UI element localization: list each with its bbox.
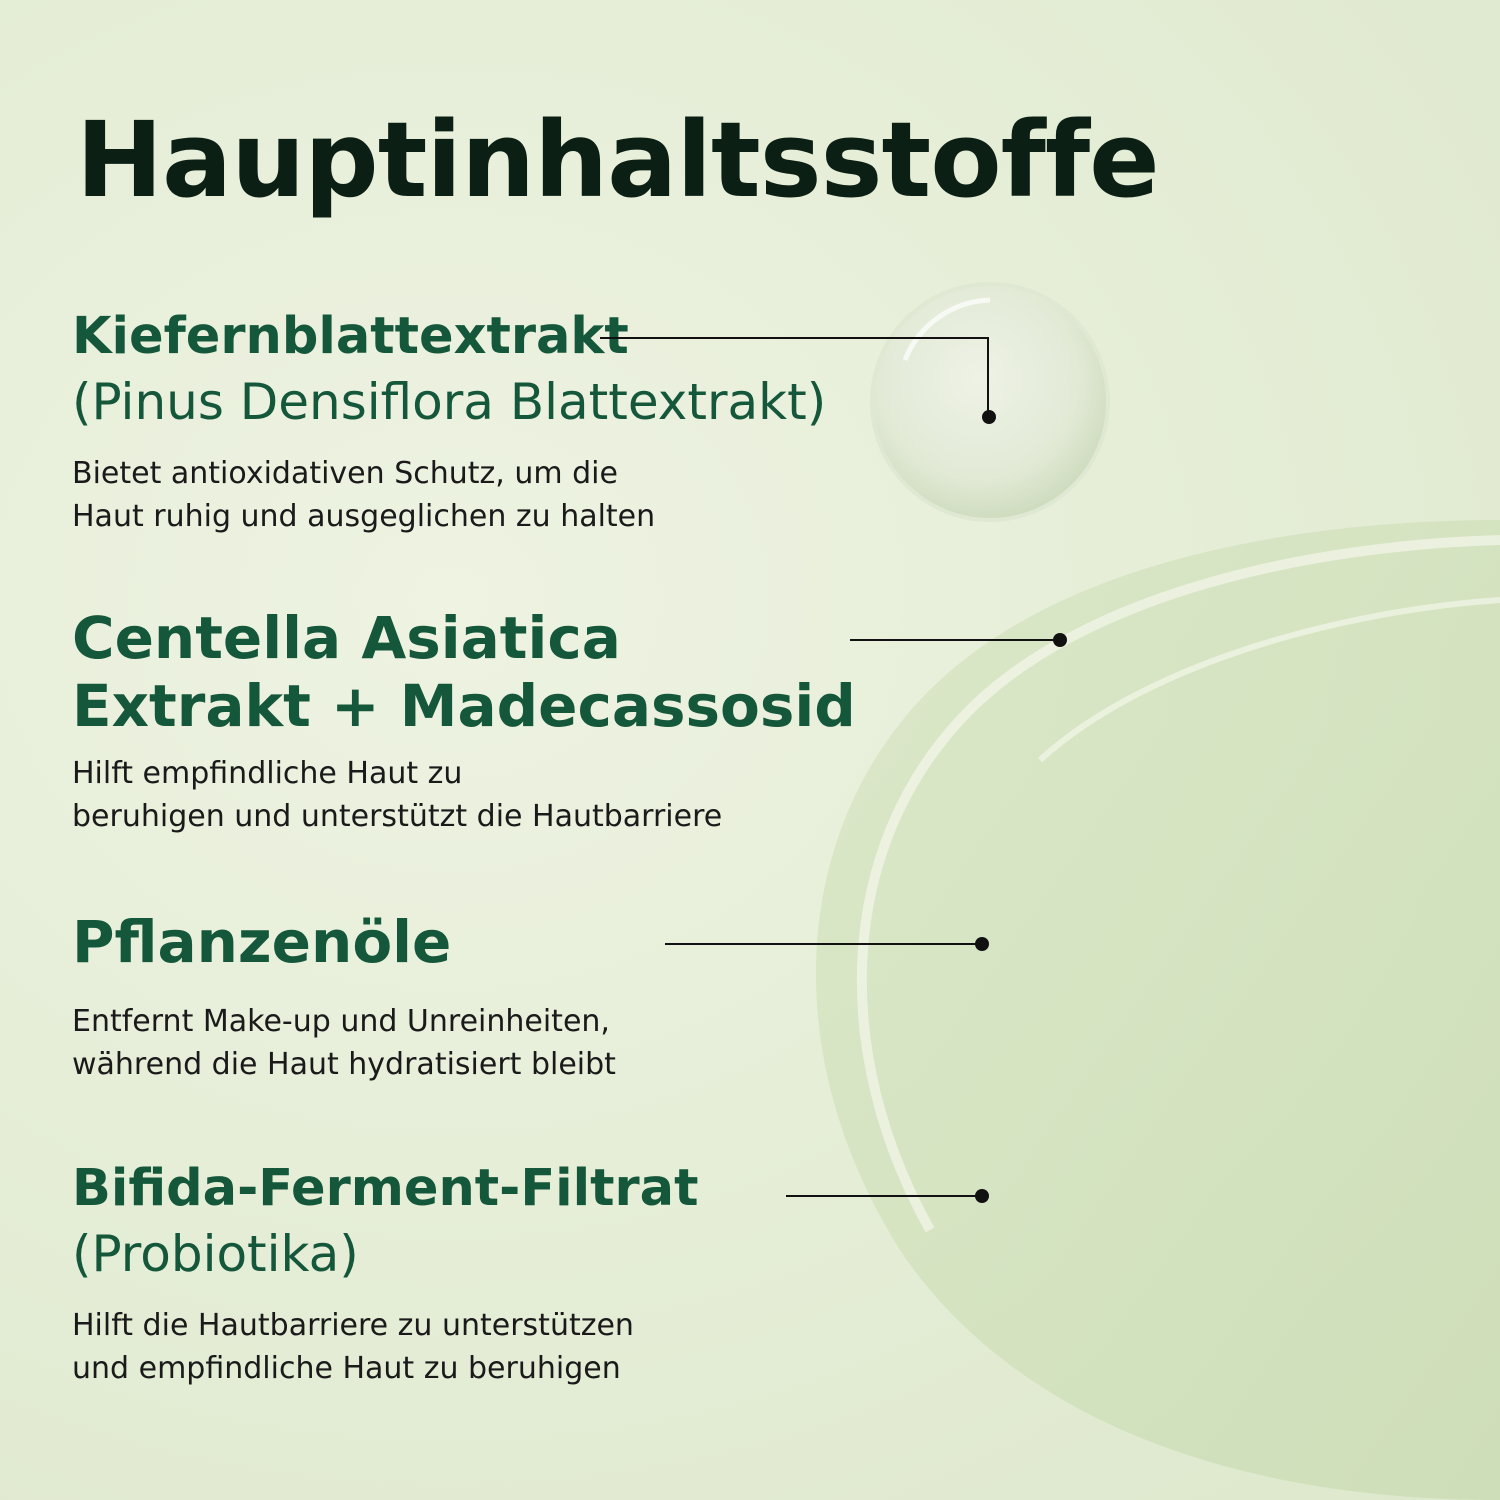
ingredient-description: Entfernt Make-up und Unreinheiten, während die Haut hydratisiert bleibt <box>72 1004 616 1082</box>
page-title: Hauptinhaltsstoffe <box>76 99 1159 221</box>
ingredient-bifida-ferment-filtrat <box>72 1156 932 1390</box>
ingredient-name: Centella Asiatica <box>72 604 621 672</box>
ingredient-kiefernblattextrakt <box>72 304 932 538</box>
ingredient-name: Pflanzenöle <box>72 908 452 976</box>
ingredient-pflanzenoele <box>72 908 932 1086</box>
ingredient-name-line-2: Extrakt + Madecassosid <box>72 672 856 740</box>
ingredient-name: Bifida-Ferment-Filtrat <box>72 1159 699 1218</box>
ingredient-subtitle: (Probiotika) <box>72 1225 359 1283</box>
ingredient-name: Kiefernblattextrakt <box>72 307 629 366</box>
ingredient-description: Hilft die Hautbarriere zu unterstützen und empfindliche Haut zu beruhigen <box>72 1308 634 1386</box>
ingredient-subtitle: (Pinus Densiflora Blattextrakt) <box>72 373 827 431</box>
ingredient-description: Bietet antioxidativen Schutz, um die Haut ruhig und ausgeglichen zu halten <box>72 456 656 534</box>
ingredient-description: Hilft empfindliche Haut zu beruhigen und unterstützt die Hautbarriere <box>72 756 723 834</box>
ingredient-centella-asiatica <box>72 604 932 838</box>
